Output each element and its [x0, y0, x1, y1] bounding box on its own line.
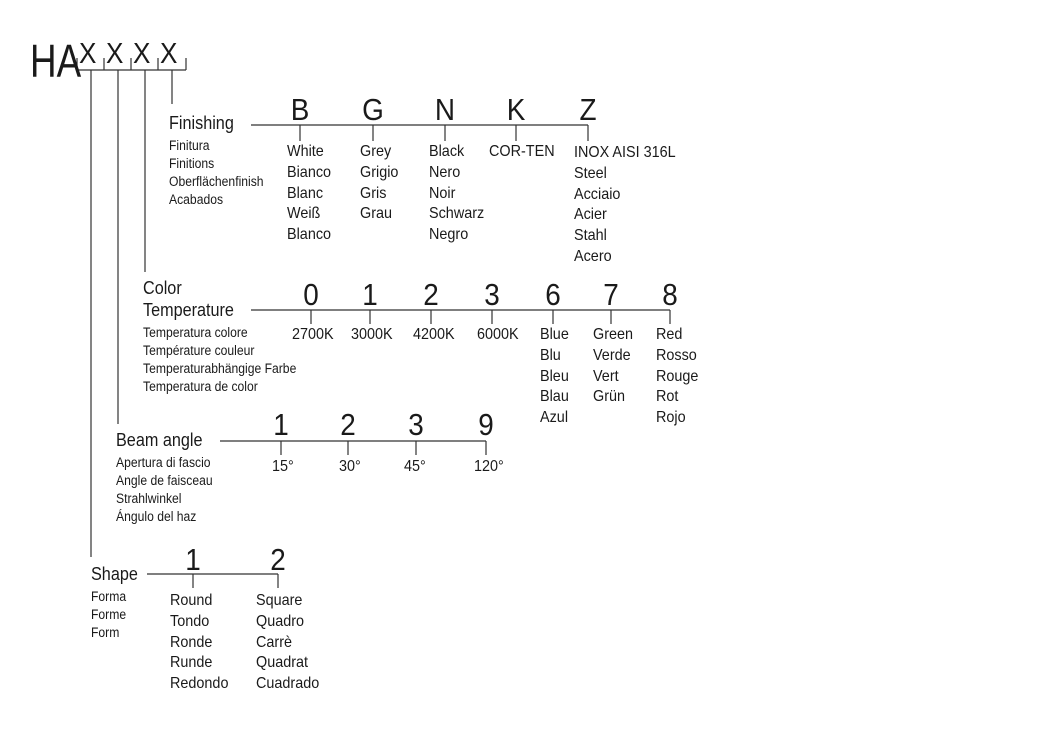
option-label: Bleu [540, 367, 569, 385]
option-label: Blu [540, 346, 561, 364]
color-option-blue [540, 325, 569, 429]
beam-code-1: 1 [273, 407, 289, 442]
option-label: Acier [574, 206, 607, 224]
option-label: Tondo [170, 612, 210, 630]
translation-label: Angle de faisceau [116, 473, 213, 488]
option-label: White [287, 143, 324, 160]
finishing-code-n: N [434, 92, 456, 127]
option-label: Vert [593, 367, 619, 385]
shape-option-round [170, 591, 228, 695]
finishing-translations [169, 137, 264, 209]
option-label: Rosso [656, 346, 697, 364]
translation-label: Finitura [169, 138, 210, 153]
option-label: Azul [540, 409, 569, 427]
option-label: Grigio [360, 163, 399, 181]
color-option-3000k [351, 325, 393, 346]
option-label: Weiß [287, 205, 321, 223]
option-label: Blanco [287, 226, 332, 244]
finishing-option-corten [489, 142, 555, 163]
translation-label: Apertura di fascio [116, 455, 211, 470]
title-line: Color [143, 278, 182, 298]
translation-label: Forme [91, 607, 127, 622]
beam-option-45: 45° [404, 458, 426, 475]
option-label: Rojo [656, 409, 686, 427]
option-label: Verde [593, 346, 631, 364]
finishing-code-k: K [506, 92, 526, 127]
color-temperature-title [143, 277, 234, 321]
beam-option-120: 120° [474, 458, 504, 475]
title-line: Temperature [143, 300, 234, 320]
color-option-red [656, 325, 698, 429]
option-label: Nero [429, 163, 461, 181]
option-label: 3000K [351, 326, 393, 343]
finishing-option-white [287, 142, 331, 246]
option-label: Steel [574, 164, 607, 182]
option-label: Runde [170, 654, 213, 672]
color-option-4200k [413, 325, 455, 346]
option-label: Green [593, 326, 634, 343]
beam-code-2: 2 [340, 407, 356, 442]
finishing-code-b: B [290, 92, 310, 127]
beam-code-3: 3 [408, 407, 424, 442]
finishing-title: Finishing [169, 113, 234, 133]
option-label: Schwarz [429, 205, 485, 223]
option-label: COR-TEN [489, 143, 555, 160]
color-temperature-translations [143, 324, 296, 396]
option-label: Noir [429, 184, 456, 202]
option-label: Rot [656, 388, 679, 406]
color-option-green [593, 325, 633, 408]
translation-label: Forma [91, 589, 127, 604]
option-label: Acero [574, 247, 612, 265]
code-placeholder-2: X [106, 38, 124, 70]
translation-label: Oberflächenfinish [169, 174, 264, 189]
beam-option-15: 15° [272, 458, 294, 475]
option-label: Stahl [574, 227, 607, 245]
option-label: Black [429, 143, 465, 160]
beam-option-30: 30° [339, 458, 361, 475]
code-placeholder-4: X [160, 38, 178, 70]
shape-title: Shape [91, 564, 138, 584]
translation-label: Temperaturabhängige Farbe [143, 361, 297, 376]
color-code-6: 6 [545, 277, 561, 312]
option-label: Quadrat [256, 654, 309, 672]
option-label: Ronde [170, 633, 213, 651]
translation-label: Acabados [169, 192, 224, 207]
beam-code-9: 9 [478, 407, 494, 442]
option-label: Carrè [256, 633, 293, 651]
option-label: Square [256, 592, 303, 609]
translation-label: Ángulo del haz [116, 509, 197, 524]
translation-label: Strahlwinkel [116, 491, 182, 506]
option-label: 4200K [413, 326, 455, 343]
option-label: Grey [360, 143, 392, 160]
shape-option-square [256, 591, 319, 695]
color-code-8: 8 [662, 277, 678, 312]
option-label: Round [170, 592, 213, 609]
option-label: Negro [429, 226, 469, 244]
option-label: Quadro [256, 612, 305, 630]
option-label: 6000K [477, 326, 519, 343]
model-prefix: HA [30, 35, 82, 87]
option-label: 2700K [292, 326, 334, 343]
translation-label: Form [91, 625, 120, 640]
shape-translations [91, 588, 126, 642]
option-label: Gris [360, 184, 387, 202]
color-code-2: 2 [423, 277, 439, 312]
color-code-1: 1 [362, 277, 378, 312]
color-option-6000k [477, 325, 519, 346]
option-label: INOX AISI 316L [574, 144, 676, 161]
finishing-option-black [429, 142, 484, 246]
finishing-code-g: G [362, 92, 384, 127]
option-label: Blau [540, 388, 569, 406]
color-code-0: 0 [303, 277, 319, 312]
code-placeholder-3: X [133, 38, 151, 70]
option-label: Grün [593, 388, 626, 406]
finishing-code-z: Z [579, 92, 597, 127]
code-placeholder-1: X [79, 38, 97, 70]
option-label: Red [656, 326, 683, 343]
beam-angle-translations [116, 454, 213, 526]
option-label: Cuadrado [256, 675, 320, 693]
color-code-3: 3 [484, 277, 500, 312]
finishing-option-inox [574, 143, 676, 268]
color-code-7: 7 [603, 277, 619, 312]
option-label: Blanc [287, 184, 324, 202]
option-label: Blue [540, 326, 569, 343]
translation-label: Température couleur [143, 343, 255, 358]
option-label: Redondo [170, 675, 229, 693]
color-option-2700k [292, 325, 334, 346]
finishing-option-grey [360, 142, 398, 225]
option-label: Grau [360, 205, 393, 223]
translation-label: Temperatura colore [143, 325, 248, 340]
translation-label: Finitions [169, 156, 215, 171]
option-label: Rouge [656, 367, 699, 385]
translation-label: Temperatura de color [143, 379, 258, 394]
option-label: Bianco [287, 163, 332, 181]
shape-code-1: 1 [185, 542, 201, 577]
shape-code-2: 2 [270, 542, 286, 577]
beam-angle-title: Beam angle [116, 430, 203, 450]
option-label: Acciaio [574, 185, 621, 203]
